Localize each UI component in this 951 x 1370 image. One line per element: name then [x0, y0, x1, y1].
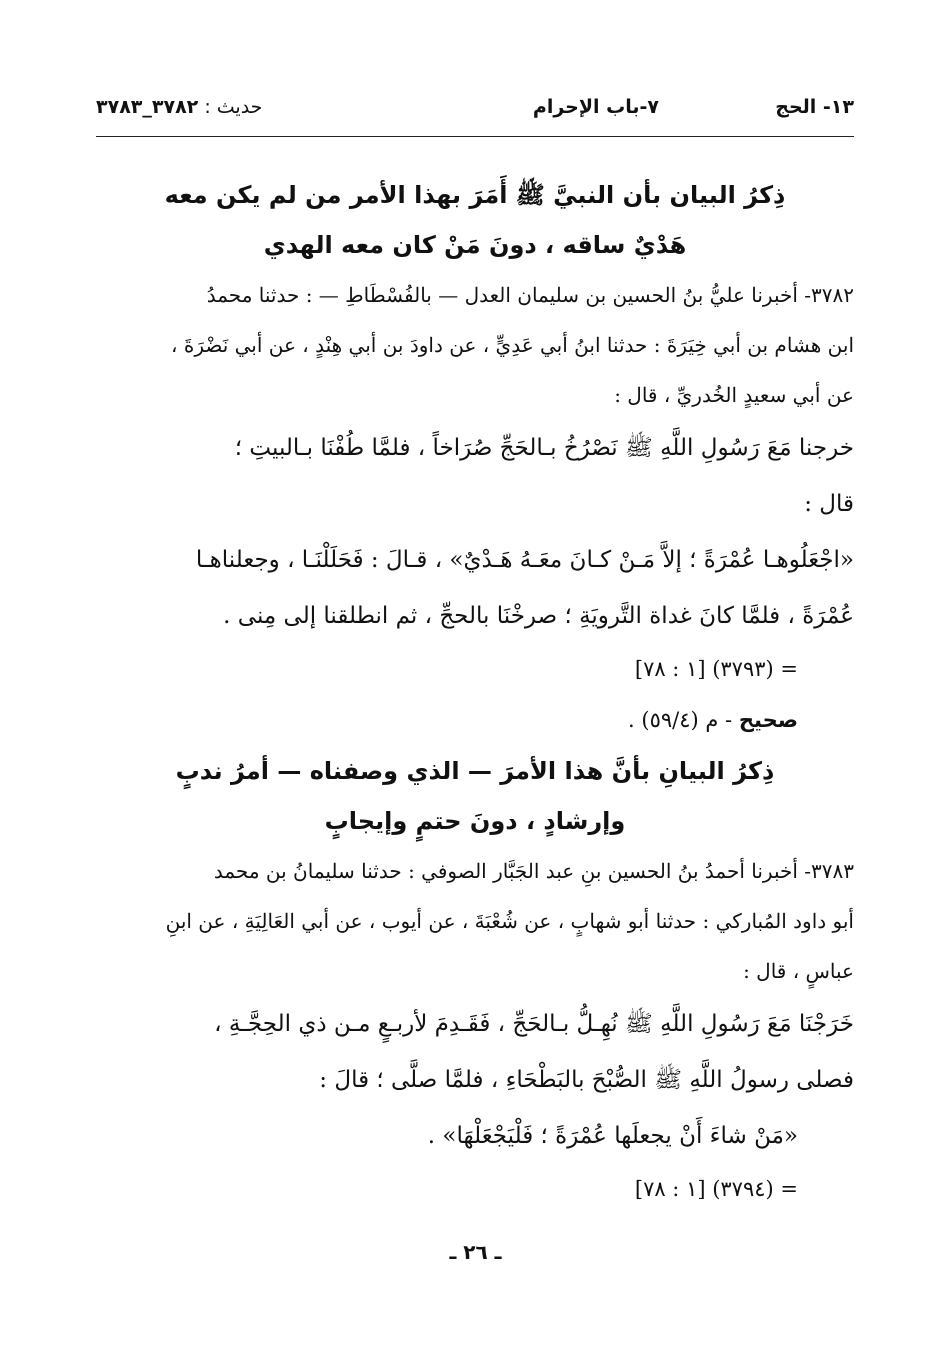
matn-line: قال : [804, 491, 854, 517]
chapter-title: ١٣- الحج [775, 96, 854, 118]
matn-line: خَرَجْنَا مَعَ رَسُولِ اللَّهِ ﷺ نُهِـلُّ بـالحَجِّ ، فَقَـدِمَ لأربـعٍ مـن ذي الحِجَّـةِ ، [214, 1011, 854, 1037]
page-content [96, 170, 854, 1214]
hadith-range-label: حديث : [204, 96, 263, 118]
matn-line: خرجنا مَعَ رَسُولِ اللَّهِ ﷺ نَصْرُخُ بـالحَجِّ صُرَاخاً ، فلمَّا طُفْنَا بـالبيتِ ؛ [234, 435, 854, 461]
cross-reference: = (٣٧٩٣) [١ : ٧٨] [634, 657, 798, 681]
isnad-line: ٣٧٨٣- أخبرنا أحمدُ بنُ الحسين بنِ عبد الجَبَّار الصوفي : حدثنا سليمانُ بن محمد [213, 859, 854, 883]
matn-line: «اجْعَلُوهـا عُمْرَةً ؛ إلاَّ مَـنْ كـانَ معَـهُ هَـدْيٌ» ، قـالَ : فَحَلَلْنَـا ، وجعلناهـا [195, 547, 854, 573]
entry-heading-line: ذِكرُ البيانِ بأنَّ هذا الأمرَ — الذي وصفناه — أمرُ ندبٍ [175, 757, 775, 785]
isnad-line: ٣٧٨٢- أخبرنا عليُّ بنُ الحسين بن سليمان العدل — بالفُسْطَاطِ — : حدثنا محمدُ [206, 283, 854, 307]
cross-reference: = (٣٧٩٤) [١ : ٧٨] [634, 1177, 798, 1201]
entry-heading-line: هَدْيٌ ساقه ، دونَ مَنْ كان معه الهدي [263, 231, 687, 259]
grade-label: صحيح [738, 708, 798, 732]
hadith-range [96, 96, 262, 118]
section-title: ٧-باب الإحرام [532, 96, 659, 118]
hadith-grade [96, 694, 854, 746]
page-number: ـ ٢٦ ـ [449, 1240, 502, 1264]
matn-line: «مَنْ شاءَ أَنْ يجعلَها عُمْرَةً ؛ فَلْيَجْعَلْهَا» . [427, 1123, 798, 1149]
entry-heading-line: وإرشادٍ ، دونَ حتمٍ وإيجابٍ [324, 807, 626, 835]
running-header [96, 92, 854, 126]
grade-source: - م (٥٩/٤) . [628, 708, 733, 732]
matn-line: فصلى رسولُ اللَّهِ ﷺ الصُّبْحَ بالبَطْحَاءِ ، فلمَّا صلَّى ؛ قالَ : [319, 1067, 854, 1093]
matn-line: عُمْرَةً ، فلمَّا كانَ غداة التَّرويَةِ ؛ صرخْنَا بالحجِّ ، ثم انطلقنا إلى مِنى . [223, 603, 854, 629]
entry-heading-line: ذِكرُ البيان بأن النبيَّ ﷺ أَمَرَ بهذا الأمر من لم يكن معه [164, 181, 786, 209]
isnad-line: أبو داود المُباركي : حدثنا أبو شهابٍ ، عن شُعْبَةَ ، عن أيوب ، عن أبي العَالِيَةِ ، عن ابنِ [165, 909, 854, 933]
header-rule [96, 136, 854, 137]
isnad-line: ابن هشام بن أبي خِيَرَةَ : حدثنا ابنُ أبي عَدِيٍّ ، عن داودَ بن أبي هِنْدٍ ، عن أبي نَضْرَةَ ، [171, 333, 854, 357]
hadith-range-numbers: ٣٧٨٢_٣٧٨٣ [96, 96, 199, 118]
isnad-line: عباسٍ ، قال : [743, 959, 854, 983]
isnad-line: عن أبي سعيدٍ الخُدريِّ ، قال : [614, 383, 854, 407]
